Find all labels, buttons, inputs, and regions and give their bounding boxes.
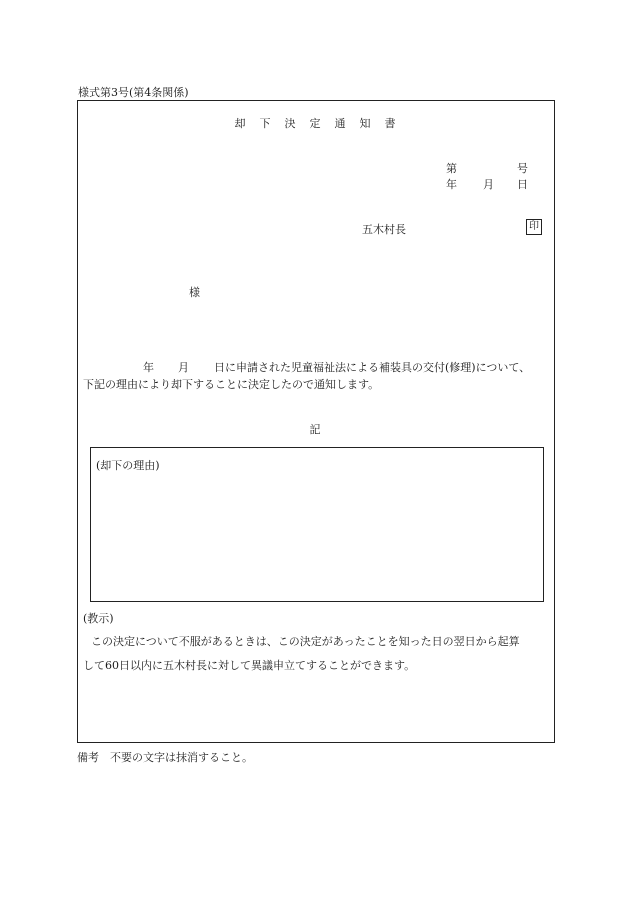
body-text-line-2: 下記の理由により却下することに決定したので通知します。 bbox=[83, 378, 380, 391]
issuer-name: 五木村長 bbox=[362, 223, 406, 236]
form-number-label: 様式第3号(第4条関係) bbox=[78, 86, 189, 99]
seal-mark: 印 bbox=[526, 219, 542, 235]
remarks-note: 備考 不要の文字は抹消すること。 bbox=[77, 751, 253, 764]
title-char: 知 bbox=[359, 117, 371, 130]
rejection-reason-label: (却下の理由) bbox=[96, 459, 160, 472]
title-char: 下 bbox=[259, 117, 271, 130]
title-char: 却 bbox=[234, 117, 246, 130]
notice-text-line-1: この決定について不服があるときは、この決定があったことを知った日の翌日から起算 bbox=[91, 635, 520, 648]
addressee-honorific: 様 bbox=[189, 286, 200, 299]
document-title bbox=[0, 115, 630, 131]
date-year-label: 年 bbox=[446, 178, 457, 191]
title-char: 通 bbox=[334, 117, 346, 130]
date-day-label: 日 bbox=[517, 178, 528, 191]
application-month-label: 月 bbox=[178, 361, 189, 374]
document-number-suffix: 号 bbox=[517, 162, 528, 175]
title-char: 定 bbox=[309, 117, 321, 130]
date-month-label: 月 bbox=[483, 178, 494, 191]
body-text-line-1: 日に申請された児童福祉法による補装具の交付(修理)について、 bbox=[214, 361, 531, 374]
notice-text-line-2: して60日以内に五木村長に対して異議申立てすることができます。 bbox=[83, 659, 416, 672]
ki-heading: 記 bbox=[309, 423, 321, 436]
application-year-label: 年 bbox=[143, 361, 154, 374]
document-number-label: 第 bbox=[446, 162, 457, 175]
title-char: 書 bbox=[384, 117, 396, 130]
notice-heading: (教示) bbox=[83, 612, 114, 625]
title-char: 決 bbox=[284, 117, 296, 130]
